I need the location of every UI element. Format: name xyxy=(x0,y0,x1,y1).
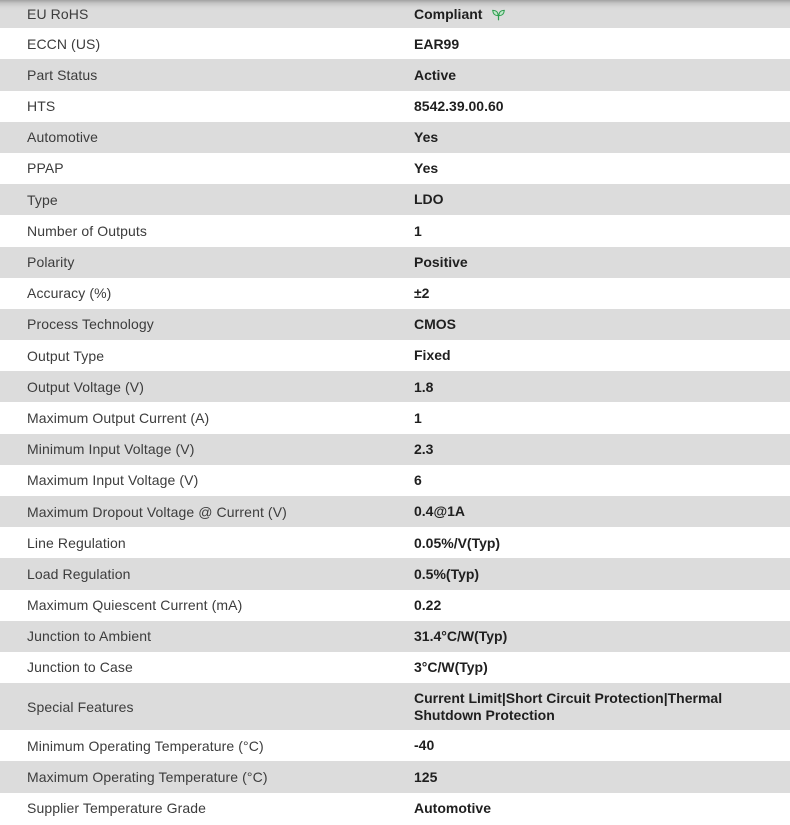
spec-label: Accuracy (%) xyxy=(27,285,112,302)
spec-label: Type xyxy=(27,191,58,208)
spec-value-text: Automotive xyxy=(414,799,491,816)
spec-row xyxy=(0,527,790,558)
spec-value-text: Compliant xyxy=(414,5,483,22)
spec-row xyxy=(0,184,790,215)
spec-value-text: 0.05%/V(Typ) xyxy=(414,534,501,551)
spec-row xyxy=(0,0,790,28)
spec-row xyxy=(0,371,790,402)
spec-row xyxy=(0,496,790,527)
spec-row xyxy=(0,215,790,246)
spec-value-text: LDO xyxy=(414,191,444,208)
spec-row xyxy=(0,153,790,184)
spec-label: ECCN (US) xyxy=(27,35,101,52)
spec-row xyxy=(0,247,790,278)
spec-value xyxy=(414,254,790,271)
spec-value-text: 1 xyxy=(414,409,422,426)
spec-value xyxy=(414,566,790,583)
spec-value xyxy=(414,191,790,208)
spec-label: Output Type xyxy=(27,347,105,364)
spec-value-text: Positive xyxy=(414,253,468,270)
spec-row xyxy=(0,465,790,496)
spec-label: Output Voltage (V) xyxy=(27,378,144,395)
spec-label: Part Status xyxy=(27,66,98,83)
spec-value-text: Yes xyxy=(414,160,439,177)
spec-label: Minimum Operating Temperature (°C) xyxy=(27,737,264,754)
spec-value xyxy=(414,535,790,552)
spec-label: EU RoHS xyxy=(27,6,89,23)
spec-label: Maximum Operating Temperature (°C) xyxy=(27,768,268,785)
spec-value-text: 8542.39.00.60 xyxy=(414,97,504,114)
spec-value xyxy=(414,628,790,645)
spec-row xyxy=(0,590,790,621)
spec-row xyxy=(0,278,790,309)
spec-row xyxy=(0,621,790,652)
spec-row xyxy=(0,730,790,761)
spec-value xyxy=(414,441,790,458)
spec-label: Junction to Ambient xyxy=(27,628,152,645)
spec-value-text: 3°C/W(Typ) xyxy=(414,659,488,676)
spec-value xyxy=(414,379,790,396)
spec-row xyxy=(0,558,790,589)
spec-label: Maximum Dropout Voltage @ Current (V) xyxy=(27,503,287,520)
spec-label: Process Technology xyxy=(27,316,154,333)
spec-value-text: 0.22 xyxy=(414,596,442,613)
spec-value-text: 2.3 xyxy=(414,440,434,457)
spec-value xyxy=(414,503,790,520)
spec-value xyxy=(414,316,790,333)
spec-row xyxy=(0,91,790,122)
spec-value xyxy=(414,129,790,146)
spec-row xyxy=(0,434,790,465)
spec-value-text: Active xyxy=(414,66,457,83)
spec-row xyxy=(0,122,790,153)
spec-value-text: 125 xyxy=(414,768,438,785)
spec-label: Number of Outputs xyxy=(27,222,147,239)
spec-row xyxy=(0,402,790,433)
spec-value-text: Fixed xyxy=(414,347,451,364)
spec-value xyxy=(414,36,790,53)
spec-value-text: 1.8 xyxy=(414,378,434,395)
spec-value-text: 0.5%(Typ) xyxy=(414,565,480,582)
spec-value xyxy=(414,597,790,614)
spec-value-text: ±2 xyxy=(414,285,430,302)
spec-row xyxy=(0,652,790,683)
spec-label: Polarity xyxy=(27,254,75,271)
spec-row xyxy=(0,309,790,340)
spec-value xyxy=(414,285,790,302)
spec-value xyxy=(414,690,790,723)
spec-value-text: 1 xyxy=(414,222,422,239)
spec-value xyxy=(414,800,790,817)
spec-value-text: -40 xyxy=(414,737,435,754)
spec-label: Special Features xyxy=(27,698,134,715)
spec-value-text: EAR99 xyxy=(414,35,460,52)
spec-row xyxy=(0,28,790,59)
spec-row xyxy=(0,59,790,90)
leaf-icon xyxy=(491,7,506,22)
spec-label: Line Regulation xyxy=(27,534,126,551)
spec-value xyxy=(414,769,790,786)
spec-label: HTS xyxy=(27,98,56,115)
spec-value-text: Current Limit|Short Circuit Protection|Thermal Shutdown Protection xyxy=(414,690,723,723)
spec-label: Minimum Input Voltage (V) xyxy=(27,441,195,458)
spec-row xyxy=(0,793,790,824)
spec-label: Supplier Temperature Grade xyxy=(27,800,206,817)
spec-label: Maximum Quiescent Current (mA) xyxy=(27,597,243,614)
spec-value xyxy=(414,67,790,84)
spec-value-text: Yes xyxy=(414,129,439,146)
spec-label: Load Regulation xyxy=(27,565,131,582)
spec-value xyxy=(414,6,790,23)
spec-label: Automotive xyxy=(27,129,99,146)
spec-label: Maximum Output Current (A) xyxy=(27,409,210,426)
spec-row xyxy=(0,683,790,730)
spec-row xyxy=(0,340,790,371)
spec-value xyxy=(414,98,790,115)
spec-value-text: 0.4@1A xyxy=(414,503,466,520)
spec-value-text: 31.4°C/W(Typ) xyxy=(414,628,508,645)
spec-value xyxy=(414,347,790,364)
spec-value xyxy=(414,472,790,489)
spec-label: Maximum Input Voltage (V) xyxy=(27,472,199,489)
spec-row xyxy=(0,761,790,792)
spec-value xyxy=(414,223,790,240)
spec-value xyxy=(414,160,790,177)
spec-label: PPAP xyxy=(27,160,64,177)
spec-value-text: 6 xyxy=(414,472,422,489)
spec-value xyxy=(414,659,790,676)
spec-value-text: CMOS xyxy=(414,316,456,333)
spec-value xyxy=(414,410,790,427)
spec-value xyxy=(414,737,790,754)
spec-label: Junction to Case xyxy=(27,659,133,676)
